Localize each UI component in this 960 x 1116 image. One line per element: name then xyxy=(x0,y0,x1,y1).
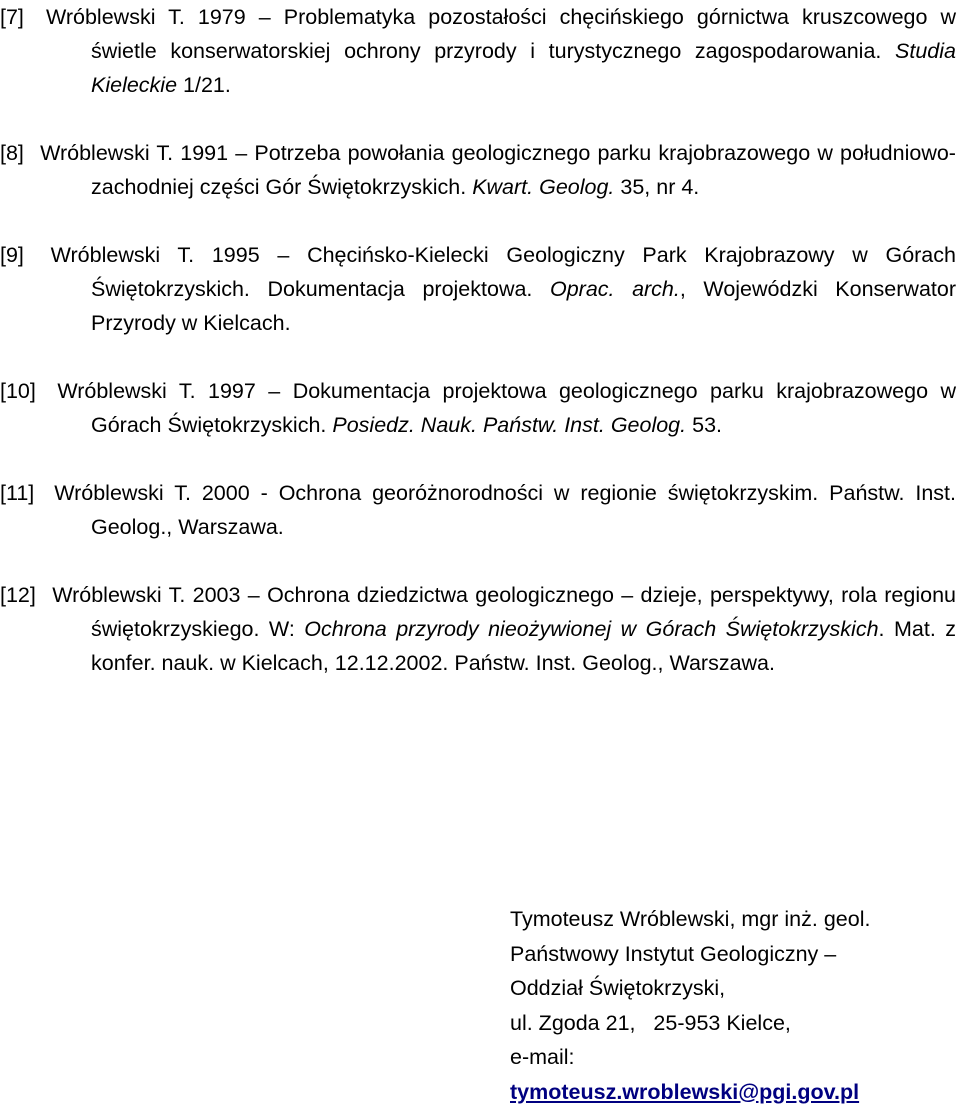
reference-dash: – xyxy=(268,379,281,403)
reference-author: Wróblewski T. 1991 xyxy=(40,141,229,165)
reference-number: [10] xyxy=(0,379,36,403)
reference-author: Wróblewski T. 2000 xyxy=(54,481,250,505)
reference-title: Dokumentacja projektowa geologicznego parku krajobrazowego w Górach Świętokrzyskich. xyxy=(91,379,956,437)
reference-details: 35, nr 4. xyxy=(620,175,700,199)
reference-details: 1/21. xyxy=(183,73,231,97)
reference-text xyxy=(46,5,956,97)
reference-number: [8] xyxy=(0,141,24,165)
reference-dash: – xyxy=(277,243,290,267)
reference-title: Ochrona dziedzictwa geologicznego – dzieje, perspektywy, rola regionu świętokrzyskiego. W: xyxy=(91,583,956,641)
reference-title: Potrzeba powołania geologicznego parku krajobrazowego w południowo-zachodniej części Gór Świętokrzyskich. xyxy=(91,141,956,199)
reference-journal: Oprac. arch. xyxy=(549,277,680,301)
reference-item-11 xyxy=(0,476,956,544)
reference-title: Ochrona georóżnorodności w regionie świętokrzyskim. Państw. Inst. Geolog., Warszawa. xyxy=(91,481,956,539)
reference-author: Wróblewski T. 2003 xyxy=(52,583,241,607)
reference-item-10 xyxy=(0,374,956,442)
signature-institute: Państwowy Instytut Geologiczny – xyxy=(510,941,837,966)
reference-journal: Kwart. Geolog. xyxy=(472,175,615,199)
reference-dash: – xyxy=(247,583,260,607)
reference-journal: Studia Kieleckie xyxy=(91,39,956,97)
reference-dash: - xyxy=(260,481,268,505)
reference-details: 53. xyxy=(692,413,722,437)
signature-name: Tymoteusz Wróblewski, mgr inż. geol. xyxy=(510,907,871,931)
reference-author: Wróblewski T. 1979 xyxy=(45,5,246,29)
reference-author: Wróblewski T. 1997 xyxy=(57,379,256,403)
reference-number: [11] xyxy=(0,481,35,505)
reference-text xyxy=(52,583,956,675)
reference-text xyxy=(51,243,956,335)
reference-text xyxy=(54,481,956,539)
reference-number: [7] xyxy=(0,5,24,29)
reference-item-12 xyxy=(0,578,956,680)
reference-details: . Mat. z konfer. nauk. w Kielcach, 12.12.2002. Państw. Inst. Geolog., Warszawa. xyxy=(91,617,957,675)
reference-text xyxy=(40,141,956,199)
reference-text xyxy=(57,379,956,437)
reference-details: , Wojewódzki Konserwator Przyrody w Kielcach. xyxy=(91,277,956,335)
reference-item-8 xyxy=(0,136,956,204)
reference-dash: – xyxy=(235,141,248,165)
reference-number: [9] xyxy=(0,243,24,267)
signature-address: ul. Zgoda 21, 25-953 Kielce, xyxy=(510,1010,791,1035)
reference-author: Wróblewski T. 1995 xyxy=(50,243,260,267)
signature-branch: Oddział Świętokrzyski, xyxy=(510,976,726,1000)
reference-number: [12] xyxy=(0,583,36,607)
reference-title: Chęcińsko-Kielecki Geologiczny Park Krajobrazowy w Górach Świętokrzyskich. Dokumentacja projektowa. xyxy=(91,243,956,301)
author-signature xyxy=(510,902,870,1109)
reference-journal: Ochrona przyrody nieożywionej w Górach Świętokrzyskich xyxy=(304,617,879,641)
reference-journal: Posiedz. Nauk. Państw. Inst. Geolog. xyxy=(332,413,687,437)
signature-email-link[interactable]: tymoteusz.wroblewski@pgi.gov.pl xyxy=(510,1079,860,1104)
reference-dash: – xyxy=(258,5,271,29)
reference-item-9 xyxy=(0,238,956,340)
reference-item-7 xyxy=(0,0,956,102)
reference-title: Problematyka pozostałości chęcińskiego górnictwa kruszcowego w świetle konserwatorskiej ochrony przyrody i turystycznego zagospodarowania. xyxy=(91,5,956,63)
signature-email-label: e-mail: xyxy=(510,1045,575,1069)
